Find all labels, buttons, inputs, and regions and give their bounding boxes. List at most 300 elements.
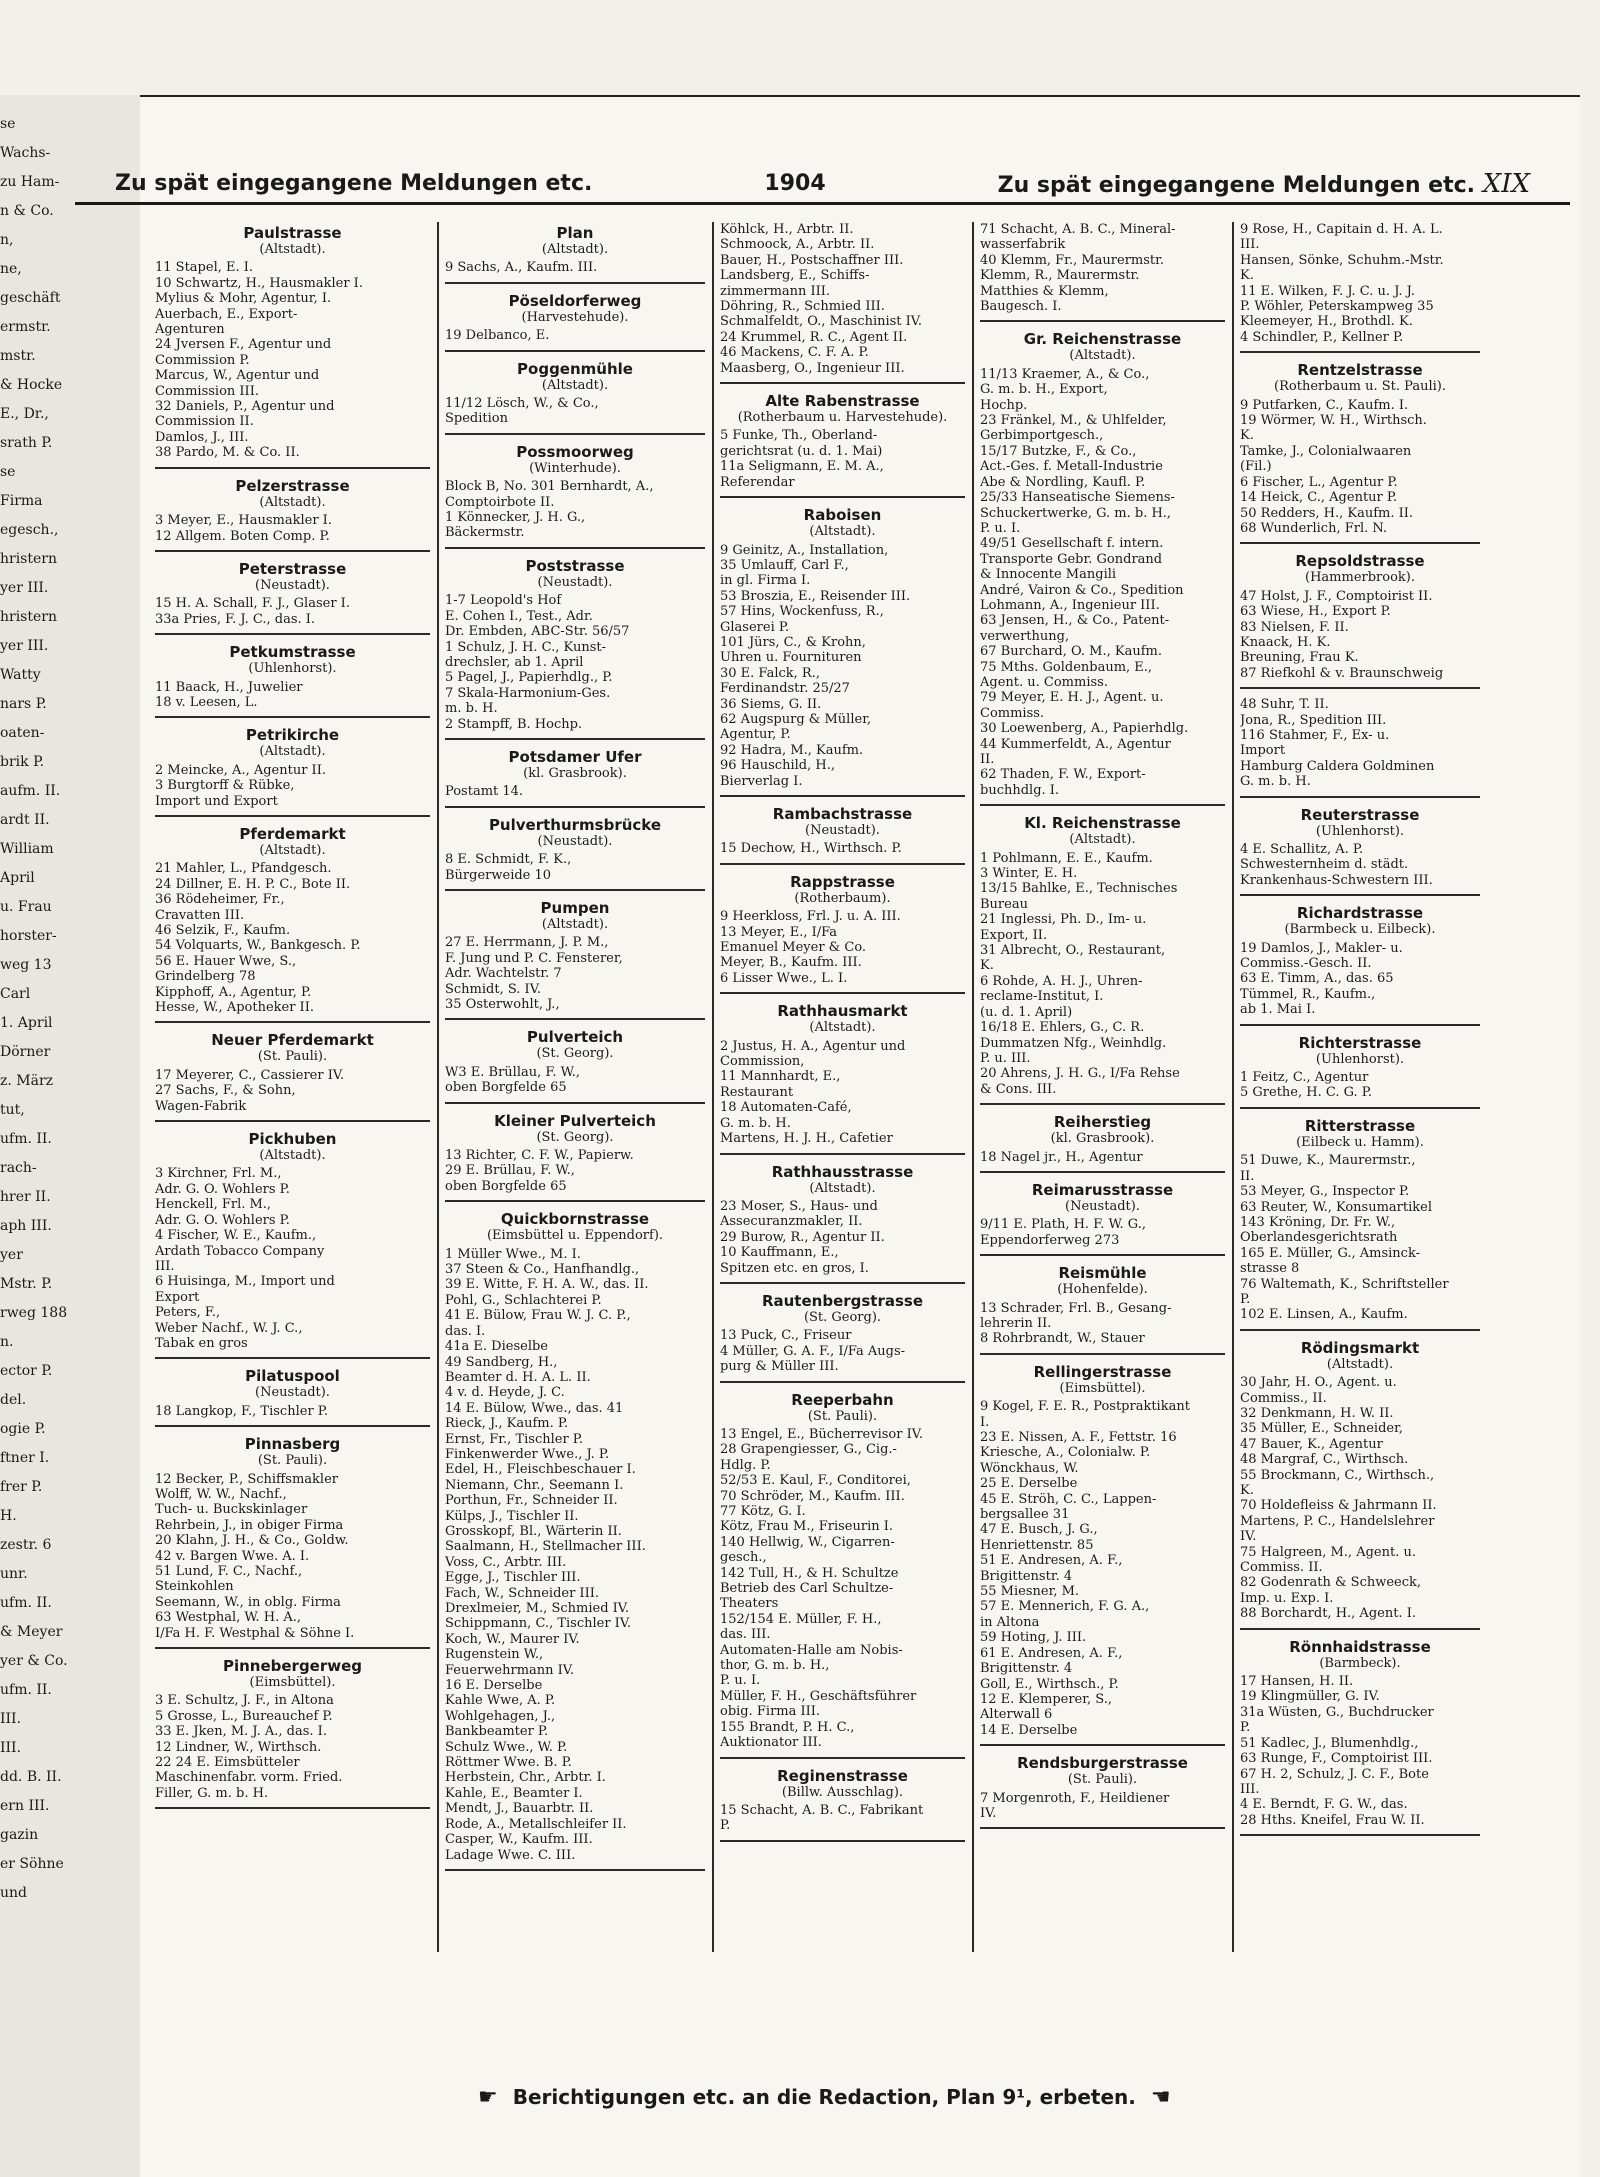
directory-entry: Külps, J., Tischler II. (445, 1508, 579, 1524)
directory-entry: thor, G. m. b. H., (720, 1658, 830, 1674)
directory-entry: 2 Stampff, B. Hochp. (445, 716, 583, 732)
street-district: (Barmbeck). (1319, 1655, 1401, 1671)
directory-entry: Tabak en gros (155, 1335, 248, 1351)
directory-entry: 12 Lindner, W., Wirthsch. (155, 1739, 322, 1755)
left-page-text: n. (0, 1334, 14, 1350)
left-page-text: III. (0, 1740, 22, 1756)
directory-entry: 96 Hauschild, H., (720, 758, 835, 774)
directory-entry: Müller, F. H., Geschäftsführer (720, 1688, 917, 1704)
directory-entry: 6 Fischer, L., Agentur P. (1240, 474, 1398, 490)
street-title: Petrikirche (245, 726, 340, 745)
street-district: (St. Georg). (536, 1129, 614, 1145)
directory-entry: Adr. G. O. Wohlers P. (155, 1181, 290, 1197)
street-section (1240, 904, 1480, 1025)
street-district: (St. Georg). (536, 1046, 614, 1062)
directory-entry: Commiss. (980, 705, 1045, 721)
directory-entry: K. (980, 958, 994, 974)
street-section (1240, 1117, 1480, 1331)
directory-entry: 55 Brockmann, C., Wirthsch., (1240, 1467, 1435, 1483)
directory-entry: & Innocente Mangili (980, 567, 1117, 583)
directory-entry: 9 Rose, H., Capitain d. H. A. L. (1240, 222, 1443, 237)
directory-entry: 116 Stahmer, F., Ex- u. (1240, 727, 1390, 743)
directory-entry: G. m. b. H. (720, 1115, 791, 1131)
directory-entry: 83 Nielsen, F. II. (1240, 619, 1349, 635)
directory-entry: Postamt 14. (445, 784, 524, 800)
directory-entry: Steinkohlen (155, 1579, 234, 1595)
left-page-text: srath P. (0, 435, 53, 451)
directory-entry: G. m. b. H., Export, (980, 382, 1108, 398)
street-section (980, 222, 1225, 322)
directory-entry: 25/33 Hanseatische Siemens- (980, 490, 1175, 506)
header-right-text: Zu spät eingegangene Meldungen etc. (997, 172, 1476, 198)
directory-entry: 12 Becker, P., Schiffsmakler (155, 1471, 338, 1487)
directory-entry: Mylius & Mohr, Agentur, I. (155, 291, 332, 307)
directory-entry: Herbstein, Chr., Arbtr. I. (445, 1770, 606, 1786)
page-footer (470, 2085, 1179, 2110)
left-page-text: ne, (0, 261, 22, 277)
directory-entry: 88 Borchardt, H., Agent. I. (1240, 1606, 1416, 1622)
left-page-text: H. (0, 1508, 17, 1524)
directory-entry: 4 E. Schallitz, A. P. (1240, 842, 1364, 857)
directory-entry: 19 Klingmüller, G. IV. (1240, 1689, 1380, 1705)
street-title: Alte Rabenstrasse (765, 392, 920, 411)
column-rule (712, 222, 714, 1952)
directory-entry: purg & Müller III. (720, 1359, 839, 1375)
left-page-text: William (0, 841, 54, 857)
directory-entry: Bürgerweide 10 (445, 867, 552, 883)
directory-entry: Ardath Tobacco Company (155, 1243, 325, 1259)
directory-entry: 5 Grethe, H. C. G. P. (1240, 1085, 1373, 1101)
directory-entry: 11 E. Wilken, F. J. C. u. J. J. (1240, 283, 1415, 299)
directory-entry: 56 E. Hauer Wwe, S., (155, 953, 297, 969)
street-title: Pinnasberg (244, 1435, 341, 1454)
directory-entry: 140 Hellwig, W., Cigarren- (720, 1534, 895, 1550)
directory-entry: 76 Waltemath, K., Schriftsteller (1240, 1276, 1449, 1292)
directory-entry: zimmermann III. (720, 283, 831, 299)
directory-entry: 15 H. A. Schall, F. J., Glaser I. (155, 596, 350, 612)
left-page-text: geschäft (0, 290, 61, 306)
directory-entry: 6 Rohde, A. H. J., Uhren- (980, 973, 1143, 989)
directory-entry: 101 Jürs, C., & Krohn, (720, 634, 866, 650)
left-page-text: brik P. (0, 754, 45, 770)
directory-entry: Röttmer Wwe. B. P. (445, 1755, 572, 1771)
street-title: Pöseldorferweg (508, 291, 642, 310)
directory-entry: Mendt, J., Bauarbtr. II. (445, 1801, 594, 1817)
left-page-text: hrer II. (0, 1189, 51, 1205)
street-section (445, 360, 705, 435)
directory-entry: 18 Automaten-Café, (720, 1100, 852, 1116)
directory-entry: Schmoock, A., Arbtr. II. (720, 237, 875, 253)
street-section (155, 1031, 430, 1122)
street-section (720, 222, 965, 384)
left-page-text: Dörner (0, 1044, 51, 1060)
directory-entry: 47 Holst, J. F., Comptoirist II. (1240, 588, 1433, 604)
directory-entry: Casper, W., Kaufm. III. (445, 1832, 593, 1848)
directory-entry: 48 Margraf, C., Wirthsch. (1240, 1452, 1409, 1468)
street-title: Rathhausmarkt (777, 1002, 908, 1021)
street-district: (Neustadt). (255, 577, 330, 593)
directory-entry: 28 Grapengiesser, G., Cig.- (720, 1442, 897, 1458)
left-page-text: 1. April (0, 1015, 53, 1031)
directory-entry: 63 E. Timm, A., das. 65 (1240, 971, 1394, 987)
directory-entry: 4 v. d. Heyde, J. C. (445, 1385, 565, 1401)
directory-entry: 53 Broszia, E., Reisender III. (720, 588, 911, 604)
street-title: Pilatuspool (245, 1367, 340, 1386)
street-title: Gr. Reichenstrasse (1023, 330, 1182, 349)
left-page-text: del. (0, 1392, 27, 1408)
directory-entry: Bäckermstr. (445, 525, 525, 541)
directory-entry: Voss, C., Arbtr. III. (445, 1554, 567, 1570)
left-page-text: yer III. (0, 638, 49, 654)
directory-entry: 3 E. Schultz, J. F., in Altona (155, 1693, 334, 1709)
left-page-text: Watty (0, 667, 41, 683)
directory-entry: Rode, A., Metallschleifer II. (445, 1816, 627, 1832)
street-section (1240, 222, 1480, 353)
street-title: Pulverthurmsbrücke (488, 815, 662, 834)
column-5 (1240, 222, 1480, 1952)
directory-entry: 2 Justus, H. A., Agentur und (720, 1038, 906, 1054)
directory-entry: 39 E. Witte, F. H. A. W., das. II. (445, 1277, 649, 1293)
street-title: Kleiner Pulverteich (494, 1111, 656, 1130)
left-page-text: egesch., (0, 522, 59, 538)
directory-entry: 48 Suhr, T. II. (1240, 697, 1329, 713)
directory-entry: Fach, W., Schneider III. (445, 1585, 599, 1601)
directory-entry: 47 Bauer, K., Agentur (1240, 1436, 1383, 1452)
directory-entry: Landsberg, E., Schiffs- (720, 268, 870, 284)
directory-entry: Maasberg, O., Ingenieur III. (720, 360, 905, 376)
street-title: Rautenbergstrasse (761, 1291, 924, 1310)
directory-entry: Seemann, W., in oblg. Firma (155, 1594, 341, 1610)
directory-entry: Grindelberg 78 (155, 969, 256, 985)
directory-entry: Commission, (720, 1054, 805, 1070)
left-page-text: und (0, 1885, 27, 1901)
street-title: Neuer Pferdemarkt (211, 1031, 374, 1050)
street-district: (Billw. Ausschlag). (781, 1784, 904, 1800)
directory-entry: 21 Inglessi, Ph. D., Im- u. (980, 912, 1147, 928)
directory-entry: 12 Allgem. Boten Comp. P. (155, 528, 330, 544)
directory-entry: Bauer, H., Postschaffner III. (720, 252, 904, 268)
directory-entry: oben Borgfelde 65 (445, 1178, 567, 1194)
street-title: Poggenmühle (517, 359, 633, 378)
street-district: (Uhlenhorst). (1315, 823, 1405, 839)
directory-entry: 63 Wiese, H., Export P. (1240, 604, 1391, 620)
directory-entry: Rehrbein, J., in obiger Firma (155, 1517, 344, 1533)
directory-entry: 10 Schwartz, H., Hausmakler I. (155, 275, 363, 291)
left-page-text: III. (0, 1711, 22, 1727)
street-section (980, 1113, 1225, 1173)
directory-entry: Meyer, B., Kaufm. III. (720, 955, 862, 971)
directory-entry: 29 E. Brüllau, F. W., (445, 1163, 575, 1179)
street-district: (Altstadt). (541, 377, 609, 393)
directory-entry: Schulz Wwe., W. P. (445, 1739, 568, 1755)
footer-text: Berichtigungen etc. an die Redaction, Plan 9¹, erbeten. (512, 2085, 1136, 2109)
directory-entry: Glaserei P. (720, 619, 790, 635)
directory-entry: 11/12 Lösch, W., & Co., (445, 396, 599, 412)
directory-entry: 46 Selzik, F., Kaufm. (155, 923, 291, 938)
street-title: Kl. Reichenstrasse (1024, 814, 1181, 833)
directory-entry: ab 1. Mai I. (1240, 1002, 1316, 1018)
directory-entry: strasse 8 (1240, 1261, 1300, 1277)
directory-entry: 82 Godenrath & Schweeck, (1240, 1575, 1422, 1591)
left-page-text: rach- (0, 1160, 37, 1176)
directory-entry: Lohmann, A., Ingenieur III. (980, 597, 1160, 613)
directory-entry: 57 Hins, Wockenfuss, R., (720, 604, 884, 620)
directory-entry: 46 Mackens, C. F. A. P. (720, 345, 869, 361)
directory-entry: 23 Fränkel, M., & Uhlfelder, (980, 413, 1167, 429)
directory-entry: 21 Mahler, L., Pfandgesch. (155, 861, 332, 877)
directory-entry: Gerbimportgesch., (980, 428, 1104, 444)
street-title: Peterstrasse (238, 559, 347, 578)
street-district: (kl. Grasbrook). (1050, 1131, 1155, 1147)
directory-entry: Tuch- u. Buckskinlager (155, 1502, 308, 1518)
directory-entry: Theaters (720, 1596, 779, 1612)
directory-entry: 102 E. Linsen, A., Kaufm. (1240, 1307, 1408, 1323)
directory-entry: Kahle Wwe, A. P. (445, 1693, 556, 1709)
directory-entry: Kipphoff, A., Agentur, P. (155, 984, 312, 1000)
directory-entry: 54 Volquarts, W., Bankgesch. P. (155, 938, 361, 954)
directory-entry: 4 Müller, G. A. F., I/Fa Augs- (720, 1343, 906, 1359)
directory-entry: Schuckertwerke, G. m. b. H., (980, 505, 1172, 521)
street-section (445, 443, 705, 549)
street-title: Pulverteich (526, 1028, 624, 1047)
street-title: Ritterstrasse (1304, 1116, 1416, 1135)
left-page-text: ogie P. (0, 1421, 46, 1437)
directory-entry: 52/53 E. Kaul, F., Conditorei, (720, 1473, 911, 1489)
street-section (155, 1435, 430, 1649)
street-district: (Harvestehude). (521, 309, 629, 325)
directory-entry: 49 Sandberg, H., (445, 1354, 558, 1370)
directory-entry: 35 Umlauff, Carl F., (720, 557, 849, 573)
directory-entry: Weber Nachf., W. J. C., (155, 1320, 303, 1336)
directory-entry: 33 E. Jken, M. J. A., das. I. (155, 1724, 327, 1740)
street-title: Rappstrasse (790, 872, 895, 891)
directory-entry: P. u. I. (980, 520, 1021, 536)
directory-entry: Export, II. (980, 927, 1048, 943)
directory-entry: Brigittenstr. 4 (980, 1661, 1073, 1677)
street-section (1240, 697, 1480, 797)
directory-entry: Klemm, R., Maurermstr. (980, 268, 1140, 284)
directory-entry: Wolff, W. W., Nachf., (155, 1486, 287, 1502)
directory-entry: 13 Richter, C. F. W., Papierw. (445, 1148, 634, 1164)
street-district: (St. Pauli). (1067, 1772, 1138, 1788)
directory-entry: 5 Pagel, J., Papierhdlg., P. (445, 670, 613, 686)
directory-entry: 3 Burgtorff & Rübke, (155, 778, 295, 794)
directory-entry: Spitzen etc. en gros, I. (720, 1260, 869, 1276)
directory-entry: Damlos, J., III. (155, 429, 249, 445)
directory-entry: Uhren u. Fournituren (720, 650, 862, 666)
street-section (445, 292, 705, 352)
directory-entry: Export (155, 1289, 200, 1305)
street-title: Reginenstrasse (777, 1766, 908, 1785)
street-title: Rentzelstrasse (1297, 361, 1423, 380)
directory-entry: P. (1240, 1720, 1251, 1736)
directory-entry: 3 Meyer, E., Hausmakler I. (155, 513, 332, 529)
directory-entry: 13 Puck, C., Friseur (720, 1328, 852, 1344)
directory-entry: 15/17 Butzke, F., & Co., (980, 443, 1137, 459)
directory-entry: 57 E. Mennerich, F. G. A., (980, 1599, 1150, 1615)
street-title: Rambachstrasse (772, 805, 913, 823)
directory-entry: Dummatzen Nfg., Weinhdlg. (980, 1035, 1167, 1051)
left-page-text: aph III. (0, 1218, 52, 1234)
street-title: Petkumstrasse (229, 643, 356, 662)
street-district: (Eimsbüttel). (1059, 1380, 1146, 1396)
column-rule (1232, 222, 1234, 1952)
column-rule (972, 222, 974, 1952)
directory-entry: 4 Fischer, W. E., Kaufm., (155, 1228, 317, 1244)
directory-entry: Import und Export (155, 793, 278, 809)
directory-entry: 29 Burow, R., Agentur II. (720, 1229, 885, 1245)
directory-entry: Agenturen (155, 322, 225, 338)
street-section (155, 1130, 430, 1359)
directory-entry: das. III. (720, 1627, 771, 1643)
directory-entry: verwerthung, (980, 628, 1070, 644)
left-page-text: ardt II. (0, 812, 50, 828)
directory-entry: Bureau (980, 896, 1028, 912)
directory-entry: Knaack, H. K. (1240, 634, 1331, 650)
directory-entry: 22 24 E. Eimsbütteler (155, 1755, 300, 1771)
left-page-text: nars P. (0, 696, 47, 712)
street-title: Rellingerstrasse (1033, 1362, 1172, 1381)
street-section (155, 1367, 430, 1427)
directory-entry: Wagen-Fabrik (155, 1098, 247, 1114)
street-district: (Neustadt). (537, 574, 613, 590)
directory-entry: I. (980, 1414, 990, 1430)
street-district: (Neustadt). (805, 823, 880, 838)
directory-entry: Schwesternheim d. städt. (1240, 857, 1409, 873)
directory-entry: 18 v. Leesen, L. (155, 694, 258, 710)
street-district: (Neustadt). (255, 1385, 330, 1401)
directory-entry: Breuning, Frau K. (1240, 650, 1359, 666)
directory-entry: 19 Damlos, J., Makler- u. (1240, 940, 1403, 956)
street-district: (Altstadt). (1326, 1356, 1394, 1372)
street-section (980, 1754, 1225, 1829)
directory-entry: 2 Meincke, A., Agentur II. (155, 762, 326, 778)
left-page-text: ufm. II. (0, 1595, 52, 1611)
directory-entry: Jona, R., Spedition III. (1240, 712, 1387, 728)
directory-entry: 13 Meyer, E., I/Fa (720, 924, 838, 940)
street-section (1240, 361, 1480, 544)
directory-entry: 53 Meyer, G., Inspector P. (1240, 1184, 1410, 1200)
directory-entry: 9 Geinitz, A., Installation, (720, 542, 889, 558)
directory-entry: 68 Wunderlich, Frl. N. (1240, 520, 1388, 536)
street-title: Paulstrasse (243, 224, 342, 242)
directory-entry: Commiss.-Gesch. II. (1240, 956, 1372, 972)
street-section (155, 726, 430, 817)
left-page-text: hristern (0, 551, 57, 567)
directory-entry: 20 Ahrens, J. H. G., I/Fa Rehse (980, 1066, 1180, 1082)
left-page-text: ermstr. (0, 319, 51, 335)
directory-entry: 75 Mths. Goldenbaum, E., (980, 659, 1153, 675)
directory-entry: 3 Winter, E. H. (980, 866, 1078, 882)
directory-entry: Henriettenstr. 85 (980, 1537, 1094, 1553)
street-title: Rönnhaidstrasse (1289, 1637, 1431, 1656)
directory-entry: Bierverlag I. (720, 773, 803, 789)
directory-entry: Döhring, R., Schmied III. (720, 299, 885, 315)
directory-entry: Rugenstein W., (445, 1647, 544, 1663)
directory-entry: 63 Reuter, W., Konsumartikel (1240, 1199, 1432, 1215)
street-title: Reuterstrasse (1300, 805, 1420, 824)
directory-entry: Commission III. (155, 383, 259, 399)
directory-entry: Spedition (445, 411, 508, 427)
directory-entry: Hamburg Caldera Goldminen (1240, 758, 1435, 774)
street-title: Repsoldstrasse (1295, 552, 1425, 571)
directory-entry: Koch, W., Maurer IV. (445, 1631, 580, 1647)
directory-entry: Agentur, P. (720, 727, 791, 743)
column-2 (445, 222, 705, 1952)
left-page-text: ufm. II. (0, 1131, 52, 1147)
directory-entry: 11/13 Kraemer, A., & Co., (980, 366, 1150, 382)
directory-entry: Comptoirbote II. (445, 494, 555, 510)
directory-entry: 61 E. Andresen, A. F., (980, 1645, 1123, 1661)
directory-entry: 55 Miesner, M. (980, 1584, 1080, 1600)
directory-entry: 152/154 E. Müller, F. H., (720, 1611, 882, 1627)
left-page-text: zestr. 6 (0, 1537, 52, 1553)
street-title: Reeperbahn (791, 1390, 894, 1409)
header-year: 1904 (764, 171, 826, 196)
street-section (445, 1210, 705, 1871)
directory-entry: Emanuel Meyer & Co. (720, 940, 867, 956)
directory-entry: 51 Lund, F. C., Nachf., (155, 1564, 303, 1579)
directory-entry: Adr. Wachtelstr. 7 (445, 966, 562, 982)
street-section (720, 1163, 965, 1284)
directory-entry: IV. (1240, 1529, 1257, 1545)
street-section (1240, 552, 1480, 689)
street-district: (Altstadt). (809, 1180, 876, 1196)
directory-entry: Tamke, J., Colonialwaaren (1240, 443, 1412, 459)
left-page-text: yer (0, 1247, 23, 1263)
street-section (1240, 1034, 1480, 1109)
directory-entry: 19 Wörmer, W. H., Wirthsch. (1240, 413, 1427, 429)
directory-entry: 41a E. Dieselbe (445, 1339, 548, 1355)
left-page-text: zu Ham- (0, 174, 60, 190)
directory-entry: Ernst, Fr., Tischler P. (445, 1431, 584, 1447)
directory-entry: 16/18 E. Ehlers, G., C. R. (980, 1020, 1145, 1036)
street-title: Reismühle (1058, 1264, 1147, 1283)
street-title: Rathhausstrasse (771, 1162, 914, 1181)
street-section (155, 643, 430, 718)
directory-entry: P. (720, 1818, 731, 1834)
directory-entry: in Altona (980, 1614, 1040, 1630)
street-district: (Altstadt). (259, 242, 326, 257)
street-district: (Altstadt). (1069, 348, 1136, 364)
directory-entry: 51 E. Andresen, A. F., (980, 1553, 1123, 1569)
directory-entry: reclame-Institut, I. (980, 989, 1104, 1005)
directory-entry: wasserfabrik (980, 237, 1066, 253)
directory-entry: Matthies & Klemm, (980, 283, 1109, 299)
directory-entry: 14 Heick, C., Agentur P. (1240, 490, 1398, 506)
left-page-text: weg 13 (0, 957, 52, 973)
directory-entry: 35 Müller, E., Schneider, (1240, 1421, 1404, 1437)
directory-entry: buchhdlg. I. (980, 782, 1060, 798)
directory-entry: Hochp. (980, 397, 1028, 413)
left-page-text: Mstr. P. (0, 1276, 53, 1292)
street-district: (St. Pauli). (257, 1049, 328, 1065)
left-page-text: ern III. (0, 1798, 50, 1814)
directory-entry: lehrerin II. (980, 1315, 1052, 1331)
street-district: (Neustadt). (1065, 1198, 1140, 1214)
directory-entry: 3 Kirchner, Frl. M., (155, 1166, 282, 1182)
street-section (720, 1292, 965, 1383)
directory-entry: Hansen, Sönke, Schuhm.-Mstr. (1240, 252, 1444, 268)
directory-entry: 24 Jversen F., Agentur und (155, 337, 332, 353)
directory-entry: 40 Klemm, Fr., Maurermstr. (980, 252, 1165, 268)
directory-entry: Adr. G. O. Wohlers P. (155, 1212, 290, 1228)
directory-entry: 45 E. Ströh, C. C., Lappen- (980, 1491, 1157, 1507)
directory-entry: gesch., (720, 1550, 767, 1566)
directory-entry: 47 E. Busch, J. G., (980, 1522, 1098, 1538)
directory-entry: 70 Holdefleiss & Jahrmann II. (1240, 1498, 1437, 1514)
street-title: Richardstrasse (1296, 904, 1424, 923)
